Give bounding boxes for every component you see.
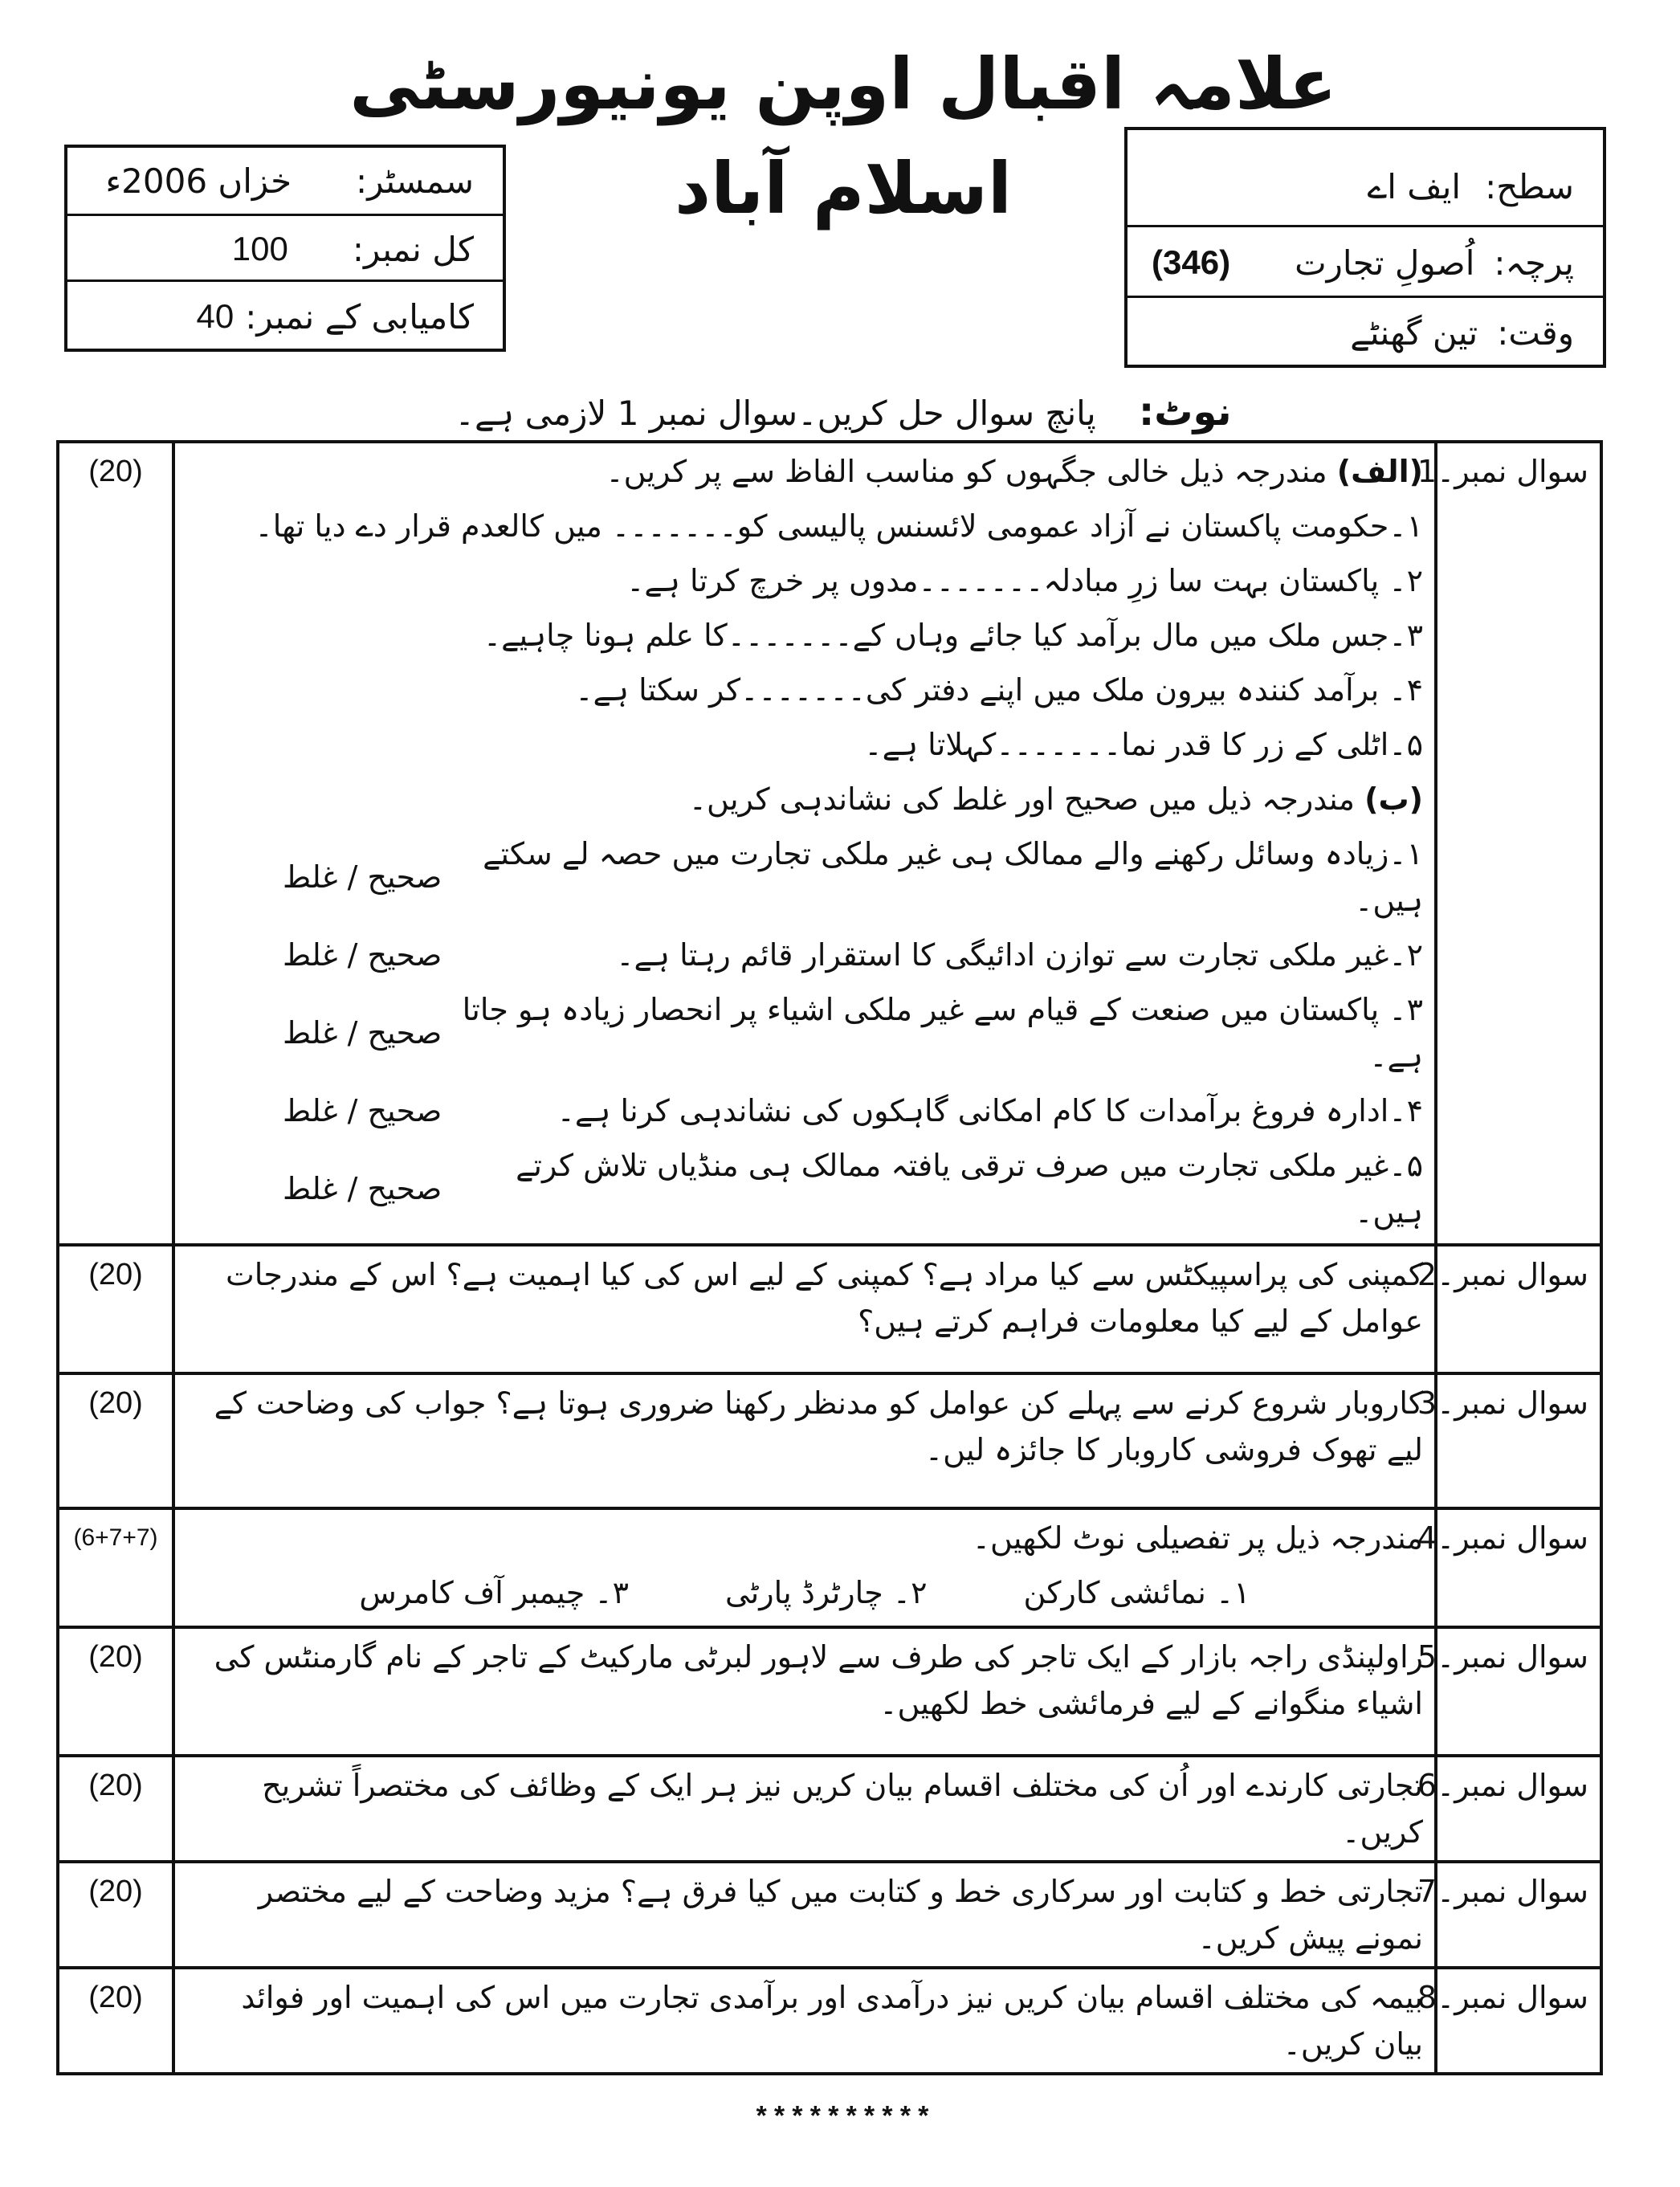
note-topic: ۳۔ چیمبر آف کامرس — [359, 1575, 629, 1610]
university-title: علامہ اقبال اوپن یونیورسٹی اسلام آباد — [349, 43, 1337, 230]
exam-details-box — [1124, 127, 1606, 368]
question-row-8 — [58, 1968, 1601, 2074]
question-marks: (20) — [58, 442, 173, 1245]
fill-blank-item: ۲۔ پاکستان بہت سا زرِ مبادلہ۔۔۔۔۔۔۔مدوں پر خرچ کرتا ہے۔ — [626, 563, 1423, 598]
question-number: سوال نمبر۔4 — [1436, 1508, 1601, 1627]
true-false-statement: ۵۔غیر ملکی تجارت میں صرف ترقی یافتہ ممالک ہی منڈیاں تلاش کرتے ہیں۔ — [516, 1148, 1423, 1230]
level-label: سطح: — [1485, 166, 1574, 206]
total-marks-label: کل نمبر: — [352, 229, 474, 269]
true-false-statement: ۳۔ پاکستان میں صنعت کے قیام سے غیر ملکی اشیاء پر انحصار زیادہ ہو جاتا ہے۔ — [462, 992, 1423, 1074]
true-false-option: صحیح / غلط — [283, 1093, 442, 1128]
question-body — [173, 442, 1436, 1245]
true-false-item — [186, 986, 1423, 1079]
time-value: تین گھنٹے — [1350, 312, 1478, 353]
question-text: کمپنی کی پراسپیکٹس سے کیا مراد ہے؟ کمپنی کے لیے اس کی کیا اہمیت ہے؟ اس کے مندرجات عوامل کے لیے کیا معلومات فراہم کرتے ہیں؟ — [173, 1245, 1436, 1373]
note-topics — [186, 1569, 1423, 1616]
true-false-option: صحیح / غلط — [283, 859, 442, 895]
total-marks-row — [67, 214, 503, 282]
question-number: سوال نمبر۔3 — [1436, 1373, 1601, 1508]
fill-blank-item: ۵۔اٹلی کے زر کا قدر نما۔۔۔۔۔۔۔کہلاتا ہے۔ — [864, 727, 1423, 762]
question-row-4 — [58, 1508, 1601, 1627]
question-number: سوال نمبر۔2 — [1436, 1245, 1601, 1373]
note-topic: ۲۔ چارٹرڈ پارٹی — [725, 1575, 928, 1610]
question-marks: (20) — [58, 1862, 173, 1968]
paper-row — [1127, 225, 1603, 298]
semester-row — [67, 148, 503, 214]
paper-label: پرچہ: — [1494, 243, 1574, 283]
part-a-text: مندرجہ ذیل خالی جگہوں کو مناسب الفاظ سے پر کریں۔ — [606, 454, 1327, 489]
question-marks: (20) — [58, 1627, 173, 1756]
question-row-1 — [58, 442, 1601, 1245]
true-false-option: صحیح / غلط — [283, 937, 442, 973]
true-false-item — [186, 830, 1423, 924]
question-text: کاروبار شروع کرنے سے پہلے کن عوامل کو مدنظر رکھنا ضروری ہوتا ہے؟ جواب کی وضاحت کے لیے تھوک فروشی کاروبار کا جائزہ لیں۔ — [173, 1373, 1436, 1508]
question-marks: (20) — [58, 1756, 173, 1862]
question-number: سوال نمبر۔7 — [1436, 1862, 1601, 1968]
level-row — [1127, 154, 1603, 218]
true-false-option: صحیح / غلط — [283, 1171, 442, 1206]
instructions-note — [402, 384, 1285, 440]
time-label: وقت: — [1497, 312, 1574, 353]
fill-blank-item: ۳۔جس ملک میں مال برآمد کیا جائے وہاں کے۔۔۔۔۔۔۔کا علم ہونا چاہیے۔ — [483, 618, 1423, 653]
pass-marks-value: 40 — [196, 297, 234, 335]
part-b-label: (ب) — [1364, 781, 1423, 817]
true-false-statement: ۱۔زیادہ وسائل رکھنے والے ممالک ہی غیر ملکی تجارت میں حصہ لے سکتے ہیں۔ — [483, 836, 1423, 918]
fill-blank-item: ۴۔ برآمد کنندہ بیرون ملک میں اپنے دفتر کی۔۔۔۔۔۔۔کر سکتا ہے۔ — [575, 672, 1423, 708]
question-row-5 — [58, 1627, 1601, 1756]
part-a-heading — [186, 448, 1423, 495]
question-row-3 — [58, 1373, 1601, 1508]
question-number: سوال نمبر۔5 — [1436, 1627, 1601, 1756]
note-text: پانچ سوال حل کریں۔سوال نمبر 1 لازمی ہے۔ — [455, 394, 1096, 433]
question-row-6 — [58, 1756, 1601, 1862]
question-text: راولپنڈی راجہ بازار کے ایک تاجر کی طرف سے لاہور لبرٹی مارکیٹ کے تاجر کے نام گارمنٹس کی اشیاء منگوانے کے لیے فرمائشی خط لکھیں۔ — [173, 1627, 1436, 1756]
question-text: مندرجہ ذیل پر تفصیلی نوٹ لکھیں۔ — [972, 1520, 1423, 1556]
exam-marks-box — [64, 145, 506, 352]
true-false-statement: ۴۔ادارہ فروغ برآمدات کا کام امکانی گاہکوں کی نشاندہی کرنا ہے۔ — [557, 1093, 1423, 1128]
question-marks: (20) — [58, 1373, 173, 1508]
part-a-label: (الف) — [1336, 454, 1423, 489]
part-b-heading — [186, 776, 1423, 822]
level-value: ایف اے — [1367, 166, 1462, 206]
end-of-paper-stars: ********** — [752, 2104, 934, 2135]
question-text: بیمہ کی مختلف اقسام بیان کریں نیز درآمدی اور برآمدی تجارت میں اس کی اہمیت اور فوائد بیان کریں۔ — [173, 1968, 1436, 2074]
question-body — [173, 1508, 1436, 1627]
question-text: تجارتی خط و کتابت اور سرکاری خط و کتابت میں کیا فرق ہے؟ مزید وضاحت کے لیے مختصر نمونے پیش کریں۔ — [173, 1862, 1436, 1968]
semester-value: خزاں 2006ء — [105, 161, 292, 201]
time-row — [1127, 296, 1603, 367]
question-marks: (20) — [58, 1968, 173, 2074]
pass-marks-row — [67, 279, 503, 351]
true-false-item — [186, 932, 1423, 978]
question-number: سوال نمبر۔6 — [1436, 1756, 1601, 1862]
note-topic: ۱۔ نمائشی کارکن — [1023, 1575, 1250, 1610]
true-false-item — [186, 1087, 1423, 1134]
paper-value: اُصولِ تجارت — [1295, 243, 1475, 283]
question-row-7 — [58, 1862, 1601, 1968]
note-label: نوٹ: — [1139, 390, 1232, 435]
paper-code: (346) — [1152, 243, 1231, 281]
true-false-statement: ۲۔غیر ملکی تجارت سے توازن ادائیگی کا استقرار قائم رہتا ہے۔ — [616, 937, 1423, 973]
question-row-2 — [58, 1245, 1601, 1373]
questions-table — [56, 440, 1603, 2075]
question-marks: (20) — [58, 1245, 173, 1373]
question-number: سوال نمبر۔1 — [1436, 442, 1601, 1245]
question-marks: (6+7+7) — [58, 1508, 173, 1627]
pass-marks-label: کامیابی کے نمبر: — [245, 296, 474, 337]
total-marks-value: 100 — [231, 230, 288, 267]
semester-label: سمسٹر: — [356, 161, 474, 201]
part-b-text: مندرجہ ذیل میں صحیح اور غلط کی نشاندہی کریں۔ — [688, 781, 1355, 817]
true-false-option: صحیح / غلط — [283, 1015, 442, 1051]
question-text: تجارتی کارندے اور اُن کی مختلف اقسام بیان کریں نیز ہر ایک کے وظائف کی مختصراً تشریح کریں۔ — [173, 1756, 1436, 1862]
true-false-item — [186, 1142, 1423, 1235]
fill-blank-item: ۱۔حکومت پاکستان نے آزاد عمومی لائسنس پالیسی کو۔۔۔۔۔۔۔ میں کالعدم قرار دے دیا تھا۔ — [255, 508, 1423, 544]
question-number: سوال نمبر۔8 — [1436, 1968, 1601, 2074]
